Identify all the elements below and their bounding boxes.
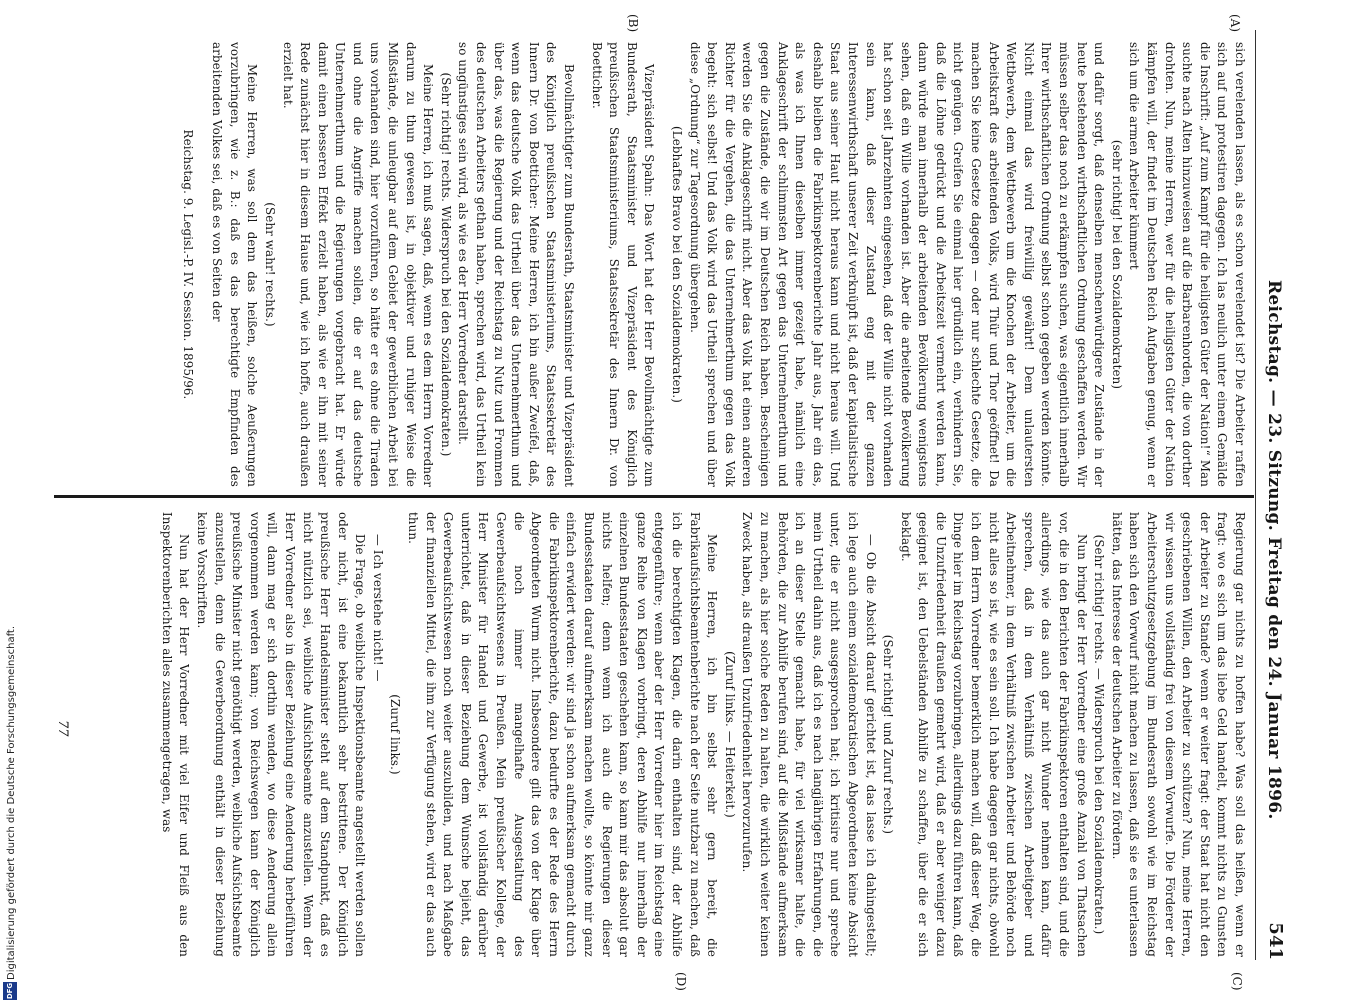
column-divider bbox=[54, 495, 1254, 498]
paragraph: Nun hat der Herr Vorredner mit viel Eifer und Fleiß aus den Inspektorenberichten alles zusammengetragen, was bbox=[159, 512, 192, 957]
interjection: (Sehr richtig! rechts. — Widerspruch bei den Sozialdemokraten.) bbox=[1092, 534, 1107, 935]
paragraph: Meine Herren, ich muß sagen, daß, wenn es dem Herrn Vorredner darum zu thun gewesen ist, in objektiver und ruhiger Weise die Mißstände, die unleugbar auf dem Gebiet der gewerblichen Arbeit bei uns vorhanden sind, hier vorzuführen, so hätte er es ohne die Tiraden und ohne die Angriffe machen sollen, die er auf das deutsche Unternehmerthum und die Regierungen vorgebracht hat. Er würde damit einen besseren Effekt erzielt haben, als wie er ihn mit seiner Rede zunächst hier in diesem Hause und, wie ich hoffe, auch draußen erzielt hat. bbox=[280, 42, 436, 487]
margin-marker-a: (A) bbox=[1228, 14, 1242, 33]
credit-text: Digitalisierung gefördert durch die Deutsche Forschungsgemeinschaft. bbox=[6, 625, 17, 980]
margin-marker-d: (D) bbox=[674, 972, 688, 991]
paragraph: sich verelenden lassen, als es schon verelendet ist? Die Arbeiter raffen sich auf und protestiren dagegen. Ich las neulich unter einem Gemälde die Inschrift: „Auf zum Kampf für die heiligsten Güter der Nation!“ Man suchte nach Alten hinzuweisen auf die Barbarenhorden, die von dorther drohten. Nun, meine Herren, wer für die heiligsten Güter der Nation kämpfen will, der findet im Deutschen Reich Aufgaben genug, wenn er sich um die armen Arbeiter kümmert bbox=[1127, 42, 1247, 487]
paragraph: und dafür sorgt, daß denselben menschenwürdigere Zustände in der heute bestehenden wirthschaftlichen Ordnung geschaffen werden. Wir müssen selber das noch zu erkämpfen suchen, was eigentlich innerhalb Ihrer wirthschaftlichen Ordnung selbst schon gegeben werden könnte. Nicht einmal das wird freiwillig gewährt! Dem unlautersten Wettbewerb, dem Wettbewerb um die Knochen der Arbeiter, um die Arbeitskraft des arbeitenden Volks, wird Thür und Thor geöffnet! Da machen Sie keine Gesetze dagegen — oder nur schlechte Gesetze, die nicht genügen. Greifen Sie einmal hier gründlich ein, verhindern Sie, daß die Löhne gedrückt und die Arbeitszeit vermehrt werden kann, dann würde man innerhalb der arbeitenden Bevölkerung wenigstens sehen, daß ein Wille vorhanden ist. Aber die arbeitende Bevölkerung hat schon seit Jahrzehnten eingesehen, daß der Wille nicht vorhanden sein kann, daß dieser Zustand eng mit der ganzen Interessenwirthschaft unserer Zeit verknüpft ist, daß der kapitalistische Staat aus seiner Haut nicht heraus kann und nicht heraus will. Und deshalb bleiben die Fabrikinspektorenberichte Jahr aus, Jahr ein das, als was ich Ihnen dieselben immer gezeigt habe, nämlich eine Anklageschrift der schlimmsten Art gegen das Unternehmerthum und gegen die Zustände, die wir im Deutschen Reich haben. Bescheinigen werden Sie die Anklageschrift nicht. Aber das Volk hat einen anderen Richter für die Vergehen, die das Unternehmerthum gegen das Volk begeht: sich selbst! Und das Volk wird das Urtheil sprechen und über diese „Ordnung“ zur Tagesordnung übergehen. bbox=[687, 42, 1107, 487]
paragraph: Meine Herren, ich bin selbst sehr gern bereit, die Fabrikaufsichtsbeamtenberichte nach der Seite nutzbar zu machen, daß ich die berechtigten Klagen, die darin enthalten sind, der Abhilfe entgegenführe; wenn aber der Herr Vorredner hier im Reichstag eine ganze Reihe von Klagen vorbringt, deren Abhilfe nur innerhalb der einzelnen Bundesstaaten geschehen kann, so kann mir das absolut gar nichts helfen; denn wenn ich auch die Regierungen dieser Bundesstaaten darauf aufmerksam machen wollte, so könnte mir ganz einfach erwidert werden: wir sind ja schon aufmerksam gemacht durch die Fabrikinspektorenberichte, dazu bedurfte es der Rede des Herrn Abgeordneten Wurm nicht. Insbesondere gilt das von der Klage über die noch immer mangelhafte Ausgestaltung des Gewerbeaufsichtswesens in Preußen. Mein preußischer Kollege, der Herr Minister für Handel und Gewerbe, ist vollständig darüber unterrichtet, daß in dieser Beziehung dem Wunsche bejieht, das Gewerbeaufsichtswesen noch weiter auszubilden, und nach Maßgabe der finanziellen Mittel, die ihm zur Verfügung stehen, wird er das auch thun. bbox=[406, 512, 720, 957]
page-header bbox=[1258, 30, 1288, 960]
document-page bbox=[40, 0, 1300, 1000]
interjection: (Sehr richtig! rechts. Widerspruch bei den Sozialdemokraten.) bbox=[438, 72, 453, 457]
dfg-logo: DFG bbox=[3, 982, 17, 1000]
header-rule bbox=[1255, 30, 1256, 960]
right-column bbox=[157, 512, 1248, 957]
margin-marker-b: (B) bbox=[626, 14, 640, 33]
paragraph: Die Frage, ob weibliche Inspektionsbeamte angestellt werden sollen oder nicht, ist eine bekanntlich sehr bestrittene. Der Königlich preußische Herr Handelsminister steht auf dem Standpunkt, daß es nicht nützlich sei, weibliche Aufsichtsbeamte anzustellen. Wenn der Herr Vorredner also in dieser Beziehung eine Aenderung herbeiführen will, dann mag er sich dorthin wenden, wo diese Aenderung allein vorgenommen werden kann; von Reichswegen kann der Königlich preußische Minister nicht genöthigt werden, weibliche Aufsichtsbeamte anzustellen, denn die Gewerbeordnung enthält in dieser Beziehung keine Vorschriften. bbox=[194, 512, 368, 957]
left-column bbox=[178, 42, 1248, 487]
interjection: (Zuruf links.) bbox=[388, 694, 403, 775]
speaker-paragraph: Vizepräsident Spahn: Das Wort hat der Herr Bevollmächtigte zum Bundesrath, Staatsminister und Vizepräsident des Königlich preußischen Staatsministeriums, Staatssekretär des Innern Dr. von Boetticher. bbox=[589, 42, 657, 487]
interjection: (Lebhaftes Bravo bei den Sozialdemokraten.) bbox=[670, 125, 684, 404]
interjection: (Zuruf links. — Heiterkeit.) bbox=[722, 651, 737, 818]
paragraph: Regierung gar nichts zu hoffen habe? Was soll das heißen, wenn er fragt: wo es sich um das liebe Geld handelt, kommt nichts zu Gunsten der Arbeiter zu Stande? wenn er weiter fragt: der Staat hat nicht den geschriebenen Willen, den Arbeiter zu schützen? Nun, meine Herren, wir wissen uns vollständig frei von diesem Vorwurfe. Die Förderer der Arbeiterschutzgesetzgebung im Bundesrath sowohl wie im Reichstag haben sich den Vorwurf nicht machen zu lassen, daß sie es unterlassen hätten, das Interesse der deutschen Arbeiter zu fördern. bbox=[1109, 512, 1247, 957]
digitization-credit bbox=[0, 0, 30, 1000]
interjection: (sehr richtig! bei den Sozialdemokraten) bbox=[1109, 139, 1124, 390]
interjection: (Sehr richtig! und Zuruf rechts.) bbox=[881, 634, 896, 835]
sheet-number: 77 bbox=[55, 720, 70, 737]
paragraph: — Ob die Absicht darauf gerichtet ist, das lasse ich dahingestellt; ich lege auch einem sozialdemokratischen Abgeordneten keine Absicht unter, die er nicht ausgesprochen hat; ich kritisire nur und spreche mein Urtheil dahin aus, daß ich es nach langjährigen Erfahrungen, die ich an dieser Stelle gemacht habe, für viel wirksamer halte, die Behörden, die zur Abhilfe berufen sind, auf die Mißstände aufmerksam zu machen, als hier solche Reden zu halten, die wirklich weiter keinen Zweck haben, als draußen Unzufriedenheit hervorzurufen. bbox=[740, 512, 878, 957]
margin-marker-c: (C) bbox=[1230, 972, 1244, 991]
header-title: Reichstag. — 23. Sitzung. Freitag den 24. Januar 1896. bbox=[1264, 280, 1284, 820]
footer-citation: Reichstag. 9. Legisl.-P. IV. Session. 1895/96. bbox=[180, 129, 195, 400]
paragraph: Nun bringt der Herr Vorredner eine große Anzahl von Thatsachen vor, die in den Berichten der Fabrikinspektoren enthalten sind, und die allerdings, wie das auch gar nicht Wunder nehmen kann, dafür sprechen, daß in dem Verhältniß zwischen Arbeitgeber und Arbeitnehmer, in dem Verhältniß zwischen Arbeiter und Behörde noch nicht alles so ist, wie es sein soll. Ich habe dagegen gar nichts, obwohl ich dem Herrn Vorredner bemerklich machen will, daß dieser Weg, die Dinge hier im Reichstag vorzubringen, allerdings dazu führen kann, daß die Unzufriedenheit draußen gemehrt wird, daß er aber weniger dazu geeignet ist, den Uebelständen Abhilfe zu schaffen, über die er sich beklagt. bbox=[898, 512, 1089, 957]
paragraph: Meine Herren, was soll denn das heißen, solche Aeußerungen vorzubringen, wie z. B.: daß es das berechtigte Empfinden des arbeitenden Volkes sei, daß es von Seiten der bbox=[210, 42, 260, 487]
speaker-paragraph: Bevollmächtigter zum Bundesrath, Staatsminister und Vizepräsident des Königlich preußischen Staatsministeriums, Staatssekretär des Innern Dr. von Boetticher: Meine Herren, ich bin außer Zweifel, daß, wenn das deutsche Volk das Urtheil über das Unternehmerthum und über das, was die Regierung und der Reichstag zu Nutz und Frommen des deutschen Arbeiters gethan haben, sprechen wird, das Urtheil kein so ungünstiges sein wird, als wie es der Herr Vorredner darstellt. bbox=[456, 42, 577, 487]
paragraph: — Ich verstehe nicht! — bbox=[370, 534, 385, 682]
page-number: 541 bbox=[1265, 922, 1286, 960]
interjection: (Sehr wahr! rechts.) bbox=[262, 202, 277, 327]
